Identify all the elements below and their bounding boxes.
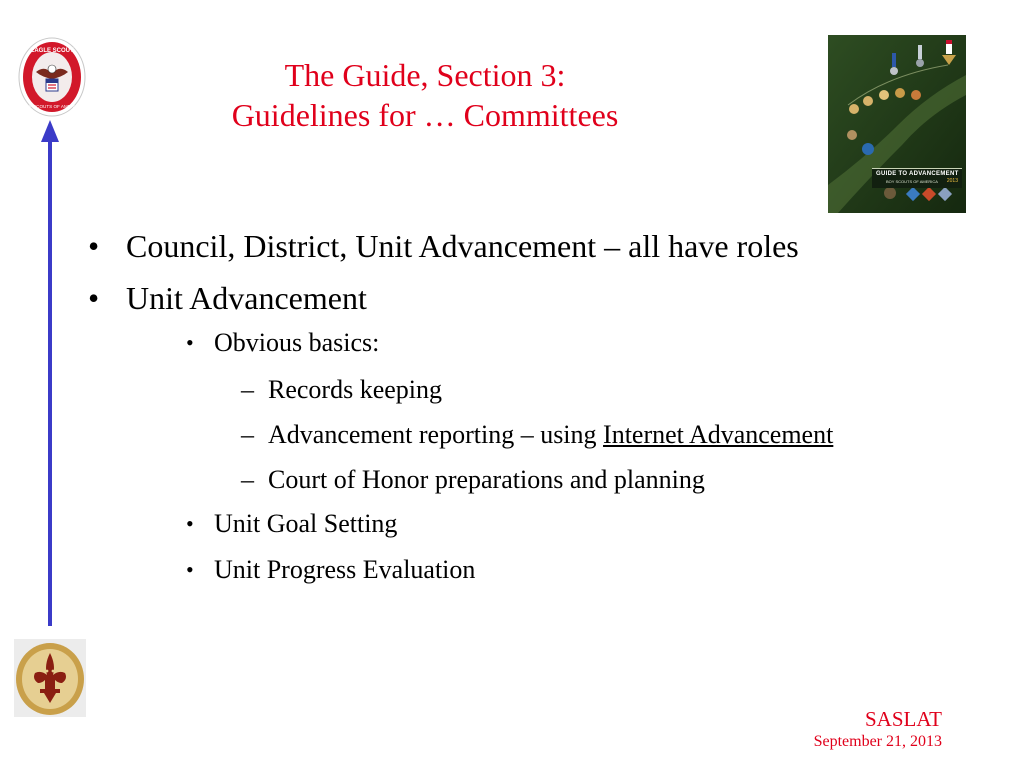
internet-advancement-link[interactable]: Internet Advancement — [603, 420, 834, 449]
cover-publisher: BOY SCOUTS OF AMERICA — [886, 179, 938, 184]
footer-org: SASLAT — [864, 707, 942, 731]
svg-text:EAGLE SCOUT: EAGLE SCOUT — [30, 48, 74, 54]
sub-bullet-text: Unit Progress Evaluation — [214, 555, 476, 584]
sub-bullet-text: Unit Goal Setting — [214, 509, 398, 538]
dash-marker: – — [241, 465, 254, 494]
bullet-item — [88, 278, 908, 318]
guide-to-advancement-cover — [828, 35, 966, 213]
slide-title — [140, 55, 710, 135]
slide-title-line2: Guidelines for … Committees — [231, 97, 619, 133]
sub-bullet-dot-icon: • — [186, 330, 194, 355]
dash-item-text: Court of Honor preparations and planning — [268, 465, 705, 494]
eagle-scout-seal-icon — [18, 37, 86, 117]
sub-bullet-dot-icon: • — [186, 557, 194, 582]
svg-text:BOY SCOUTS OF AMERICA: BOY SCOUTS OF AMERICA — [22, 104, 82, 109]
cover-title-band — [872, 168, 962, 188]
sub-bullet-item — [186, 509, 908, 539]
sub-bullet-dot-icon: • — [186, 511, 194, 536]
bullet-text: Unit Advancement — [126, 280, 367, 316]
dash-item-text: Advancement reporting – using — [268, 420, 604, 449]
sub-bullet-text: Obvious basics: — [214, 328, 380, 357]
fleur-de-lis-badge-icon — [14, 639, 86, 717]
dash-item-text: Records keeping — [268, 375, 443, 404]
slide-body — [88, 226, 908, 601]
bullet-text: Council, District, Unit Advancement – all have roles — [126, 228, 799, 264]
cover-year: 2013 — [946, 178, 958, 184]
footer-date: September 21, 2013 — [813, 733, 942, 750]
bullet-item — [88, 226, 908, 266]
cover-title: GUIDE TO ADVANCEMENT — [876, 171, 959, 177]
progress-arrow-head — [41, 120, 59, 142]
bullet-dot-icon: • — [88, 228, 100, 264]
dash-item — [241, 419, 848, 451]
progress-arrow-shaft — [48, 140, 52, 626]
slide-footer — [814, 706, 942, 752]
dash-item — [241, 374, 848, 406]
dash-marker: – — [241, 420, 254, 449]
sub-bullet-item — [186, 555, 908, 585]
bullet-dot-icon: • — [88, 280, 100, 316]
sub-bullet-item — [186, 328, 908, 358]
slide-title-line1: The Guide, Section 3: — [284, 57, 566, 93]
dash-marker: – — [241, 375, 254, 404]
dash-item — [241, 464, 908, 496]
